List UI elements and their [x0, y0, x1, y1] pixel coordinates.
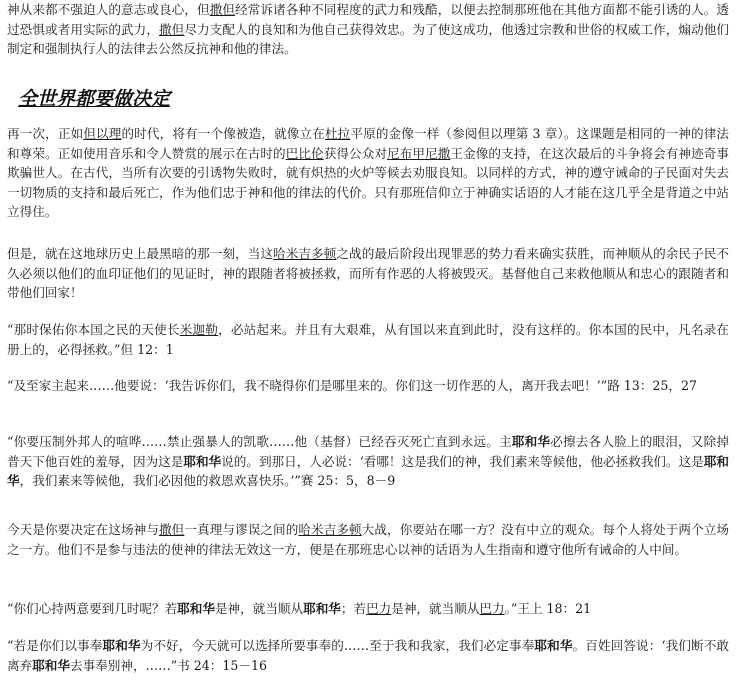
text-run: 的时代，将有一个像被造，就像立在 [121, 126, 325, 141]
text-run: 今天是你要决定在这场神与 [7, 522, 160, 537]
text-run: “你们心持两意要到几时呢？若 [7, 601, 178, 616]
text-run: 是神，就当顺从 [214, 601, 304, 616]
text-run: “你要压制外邦人的喧哗……禁止强暴人的凯歌……他（基督）已经吞灭死亡直到永远。主 [7, 434, 512, 449]
quote-daniel-12 [7, 320, 729, 359]
text-run: 之战的最后阶段出现罪恶的势力看来确实获胜，而神顺从的余民子民不久必须以他们的血印证他们的见证时，神的跟随者将被拯救，而所有作恶的人将被毁灭。基督他自己来救他顺从和忠心的跟随者和带他们回家！ [7, 246, 730, 301]
text-run: ，我们素来等候他，我们必因他的救恩欢喜快乐。’”赛 25：5，8－9 [19, 473, 396, 489]
underlined-term: 巴比伦 [285, 145, 324, 161]
text-run: “那时保佑你本国之民的天使长 [7, 322, 180, 337]
bold-term: 耶和华 [177, 601, 215, 616]
bold-term: 耶和华 [7, 453, 730, 489]
underlined-term: 尼布甲尼撒 [387, 145, 451, 161]
decision-paragraph [7, 520, 729, 559]
text-run: ；若 [340, 601, 367, 616]
quote-joshua-24 [7, 636, 729, 675]
underlined-term: 撒但 [159, 21, 185, 37]
text-run: 为不好，今天就可以选择所要事奉的……至于我和我家，我们必定事奉 [140, 638, 535, 653]
text-run: 神从来都不强迫人的意志或良心，但 [7, 2, 210, 17]
bold-term: 耶和华 [511, 434, 551, 449]
text-run: ，必站起来。并且有大艰难，从有国以来直到此时，没有这样的。你本国的民中，凡名录在册上的，必得拯救。”但 12：1 [7, 322, 729, 357]
armageddon-paragraph [7, 244, 729, 303]
text-run: 获得公众对 [323, 145, 388, 161]
text-run: 王金像的支持，在这次最后的斗争将会有神迹奇事欺骗世人。在古代，当所有次要的引诱物失败时，就有炽热的火炉等候去劝服良知。以同样的方式，神的遵守诫命的子民面对失去一切物质的支持和最后死亡，作为他们忠于神和他的律法的代价。只有那班信仰立于神确实话语的人才能在这几乎全是背道之中站立得住。 [7, 145, 730, 220]
section-heading: 全世界都要做决定 [18, 88, 171, 110]
text-run: 是神，就当顺从 [391, 601, 480, 616]
underlined-term: 撒但 [209, 2, 236, 17]
text-run: 但是，就在这地球历史上最黑暗的那一刻，当这 [7, 246, 274, 261]
underlined-term: 撒但 [159, 522, 185, 537]
text-run: 一真理与谬误之间的 [184, 522, 299, 537]
text-run: 经常诉诸各种不同程度的武力和残酷，以便去控制那班他在其他方面都不能引诱的人。透过恐惧或者用实际的武力， [7, 2, 730, 37]
intro-paragraph [7, 0, 729, 59]
text-run: 平原的金像一样（参阅但以理第 3 章）。这课题是相同的一神的律法和尊荣。正如使用音乐和令人赞赏的展示在古时的 [7, 126, 730, 161]
text-run: 大战，你要站在哪一方？没有中立的观众。每个人将处于两个立场之一方。他们不是参与违法的使神的律法无效这一方，便是在那班忠心以神的话语为人生指南和遵守他所有诫命的人中间。 [7, 522, 730, 557]
underlined-term: 但以理 [83, 126, 122, 141]
quote-luke-13 [7, 376, 729, 396]
text-run: “及至家主起来……他要说：‘我告诉你们，我不晓得你们是哪里来的。你们这一切作恶的人，离开我去吧！’”路 13：25，27 [7, 378, 698, 393]
underlined-term: 哈米吉多顿 [273, 246, 337, 261]
text-run: 。百姓回答说：‘我们断不敢离弃 [7, 638, 730, 673]
underlined-term: 米迦勒 [179, 322, 219, 337]
quote-isaiah-25 [7, 432, 729, 491]
text-run: 尽力支配人的良知和为他自己获得效忠。为了使这成功，他透过宗教和世俗的权威工作，煽动他们制定和强制执行人的法律去公然反抗神和他的律法。 [7, 21, 730, 57]
underlined-term: 哈米吉多顿 [298, 522, 362, 537]
quote-1kings-18 [7, 599, 729, 619]
bold-term: 耶和华 [102, 638, 141, 653]
text-run: 去事奉别神，……”书 24：15－16 [69, 657, 268, 673]
text-run: 再一次，正如 [7, 126, 84, 141]
text-run: 说的。到那日，人必说：‘看哪！这是我们的神，我们素来等候他，他必拯救我们。这是 [221, 453, 704, 469]
bold-term: 耶和华 [534, 638, 573, 653]
text-run: 。”王上 18：21 [504, 601, 592, 616]
underlined-term: 巴力 [479, 601, 505, 616]
bold-term: 耶和华 [303, 601, 341, 616]
text-run: 必擦去各人脸上的眼泪，又除掉普天下他百姓的羞辱，因为这是 [7, 434, 729, 469]
underlined-term: 杜拉 [324, 126, 351, 141]
underlined-term: 巴力 [366, 601, 392, 616]
bold-term: 耶和华 [183, 453, 222, 469]
bold-term: 耶和华 [32, 657, 70, 673]
daniel-paragraph [7, 124, 729, 222]
text-run: “若是你们以事奉 [7, 638, 103, 653]
